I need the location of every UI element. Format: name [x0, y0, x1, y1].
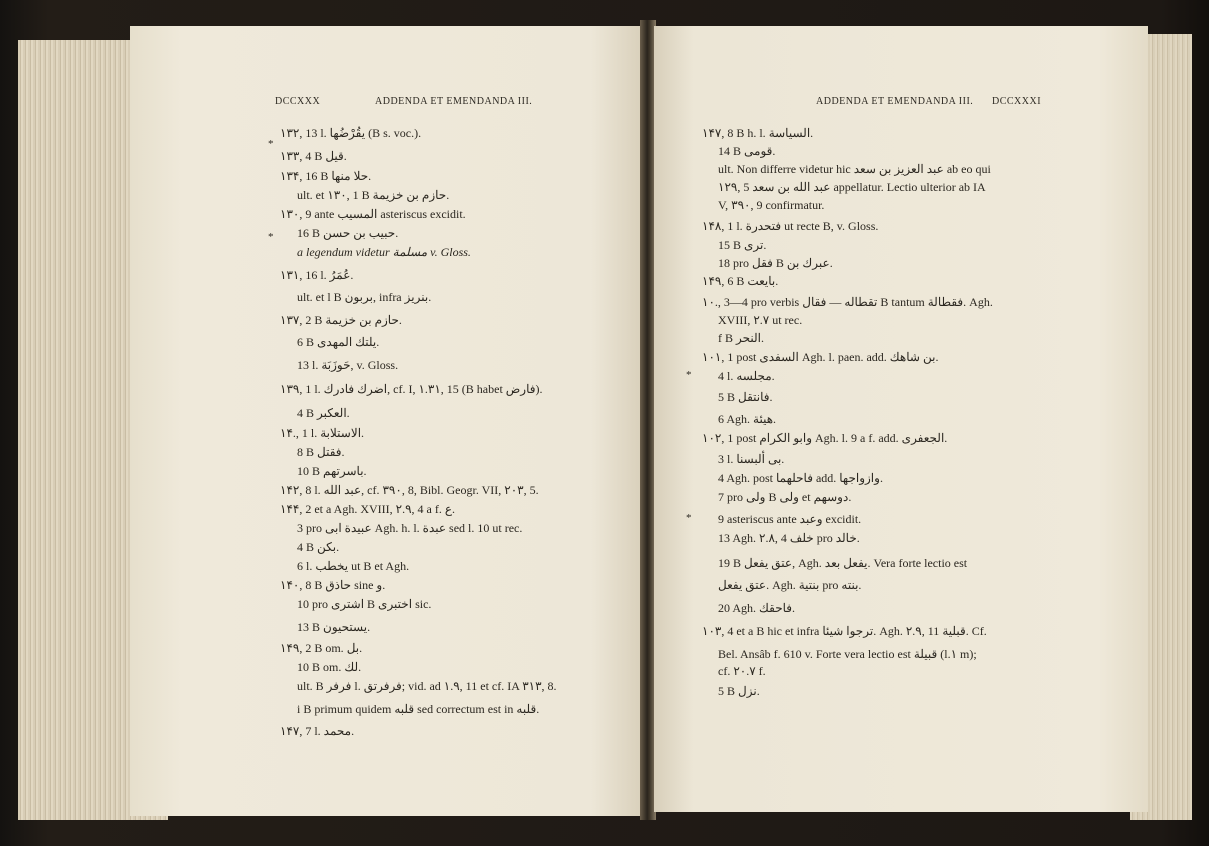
- right-page-number: DCCXXXI: [992, 96, 1042, 107]
- asterisk-marker: *: [268, 231, 274, 243]
- text-line: 3 l. بى ألبسنا.: [718, 452, 785, 466]
- text-line: 15 B ترى.: [718, 238, 767, 252]
- text-line: 8 B فقتل.: [297, 445, 345, 459]
- left-page: [130, 26, 642, 816]
- text-line: cf. ۲۰.۷ f.: [718, 664, 766, 678]
- text-line: 10 B باسرتهم.: [297, 464, 367, 478]
- text-line: ۱۴۹, 2 B om. بل.: [280, 641, 363, 655]
- text-line: ۱۰., 3—4 pro verbis تقطاله — فقال B tantum فقطالة. Agh.: [702, 295, 993, 309]
- text-line: 10 B om. لك.: [297, 660, 362, 674]
- text-line: 4 B بكن.: [297, 540, 340, 554]
- text-line: 5 B فانتقل.: [718, 390, 773, 404]
- text-line: ۱۴۹, 6 B بايعت.: [702, 274, 779, 288]
- text-line: V, ۳۹۰, 9 confirmatur.: [718, 198, 825, 212]
- text-line: ۱۴., 1 l. الاستلابة.: [280, 426, 365, 440]
- asterisk-marker: *: [268, 138, 274, 150]
- right-page: [654, 26, 1148, 812]
- text-line: 7 pro ولى B ولى et دوسهم.: [718, 490, 852, 504]
- text-line: ۱۴۲, 8 l. عبد الله, cf. ۳۹۰, 8, Bibl. Geogr. VII, ۲۰۳, 5.: [280, 483, 539, 497]
- text-line: 6 B يلتك المهدى.: [297, 335, 380, 349]
- text-line: ۱۴۴, 2 et a Agh. XVIII, ۲.۹, 4 a f. ع.: [280, 502, 456, 516]
- text-line: 13 Agh. ۲.۸, 4 خلف pro خالد.: [718, 531, 860, 545]
- text-line: ۱۲۹, 5 عبد الله بن سعد appellatur. Lectio ulterior ab IA: [718, 180, 986, 194]
- text-line: ult. et l B بربون, infra بنريز.: [297, 290, 432, 304]
- left-running-title: ADDENDA ET EMENDANDA III.: [375, 96, 533, 107]
- text-line: ۱۳۴, 16 B حلا منها.: [280, 169, 372, 183]
- text-line: i B primum quidem قلبه sed correctum est in قلبه.: [297, 702, 540, 716]
- text-line: 5 B نزل.: [718, 684, 760, 698]
- text-line: عتق يفعل. Agh. بنتية pro بنته.: [718, 578, 862, 592]
- asterisk-marker: *: [686, 369, 692, 381]
- text-line: Bel. Ansâb f. 610 v. Forte vera lectio est قبيلة (l.۱ m);: [718, 647, 977, 661]
- text-line: ult. Non differre videtur hic عبد العزيز بن سعد ab eo qui: [718, 162, 991, 176]
- text-line: 10 pro اشترى B اختبرى sic.: [297, 597, 432, 611]
- text-line: ۱۴۷, 8 B h. l. السياسة.: [702, 126, 814, 140]
- text-line: ۱۴۰, 8 B حاذق sine و.: [280, 578, 386, 592]
- text-line: 16 B حبيب بن حسن.: [297, 226, 399, 240]
- text-line: a legendum videtur مسلمة v. Gloss.: [297, 245, 471, 259]
- text-line: ult. et ۱۳۰, 1 B حازم بن خزيمة.: [297, 188, 450, 202]
- text-line: ۱۰۲, 1 post وابو الكرام Agh. l. 9 a f. add. الجعفرى.: [702, 431, 948, 445]
- text-line: 9 asteriscus ante وعبد excidit.: [718, 512, 862, 526]
- text-line: ۱۳۲, 13 l. يقُرْضُها (B s. voc.).: [280, 126, 422, 140]
- text-line: 13 B يستحيون.: [297, 620, 371, 634]
- text-line: ۱۳۹, 1 l. اضرك فادرك, cf. I, ۱.۳۱, 15 (B habet فارض).: [280, 382, 543, 396]
- text-line: 13 l. حَوزَبَة, v. Gloss.: [297, 358, 399, 372]
- text-line: 6 Agh. هيئة.: [718, 412, 777, 426]
- text-line: ۱۳۳, 4 B قيل.: [280, 149, 347, 163]
- text-line: XVIII, ۲.۷ ut rec.: [718, 313, 803, 327]
- text-line: ۱۰۳, 4 et a B hic et infra ترجوا شيئا. Agh. ۲.۹, 11 قبلية. Cf.: [702, 624, 987, 638]
- text-line: 14 B قومى.: [718, 144, 776, 158]
- text-line: ۱۳۱, 16 l. عُمَرُ.: [280, 268, 354, 282]
- text-line: 19 B عتق يفعل, Agh. يفعل بعد. Vera forte lectio est: [718, 556, 968, 570]
- text-line: ۱۳۷, 2 B حازم بن خزيمة.: [280, 313, 402, 327]
- text-line: ۱۴۷, 7 l. محمد.: [280, 724, 355, 738]
- text-line: 3 pro عبيدة ابى Agh. h. l. عبدة sed l. 10 ut rec.: [297, 521, 523, 535]
- text-line: ۱۰۱, 1 post السفدى Agh. l. paen. add. بن شاهك.: [702, 350, 939, 364]
- left-page-number: DCCXXX: [275, 96, 321, 107]
- text-line: f B النحر.: [718, 331, 764, 345]
- text-line: ۱۴۸, 1 l. فتحدرة ut recte B, v. Gloss.: [702, 219, 879, 233]
- text-line: ۱۳۰, 9 ante المسيب asteriscus excidit.: [280, 207, 466, 221]
- text-line: 4 Agh. post فاحلهما add. وازواجها.: [718, 471, 883, 485]
- text-line: 20 Agh. فاحقك.: [718, 601, 796, 615]
- text-line: 6 l. يخطب ut B et Agh.: [297, 559, 410, 573]
- text-line: 4 l. مجلسه.: [718, 369, 775, 383]
- asterisk-marker: *: [686, 512, 692, 524]
- text-line: 18 pro فقل B عبرك بن.: [718, 256, 833, 270]
- text-line: 4 B العكبر.: [297, 406, 350, 420]
- right-running-title: ADDENDA ET EMENDANDA III.: [816, 96, 974, 107]
- text-line: ult. B فرفر l. فرفرتق; vid. ad ۱.۹, 11 et cf. IA ۳۱۳, 8.: [297, 679, 557, 693]
